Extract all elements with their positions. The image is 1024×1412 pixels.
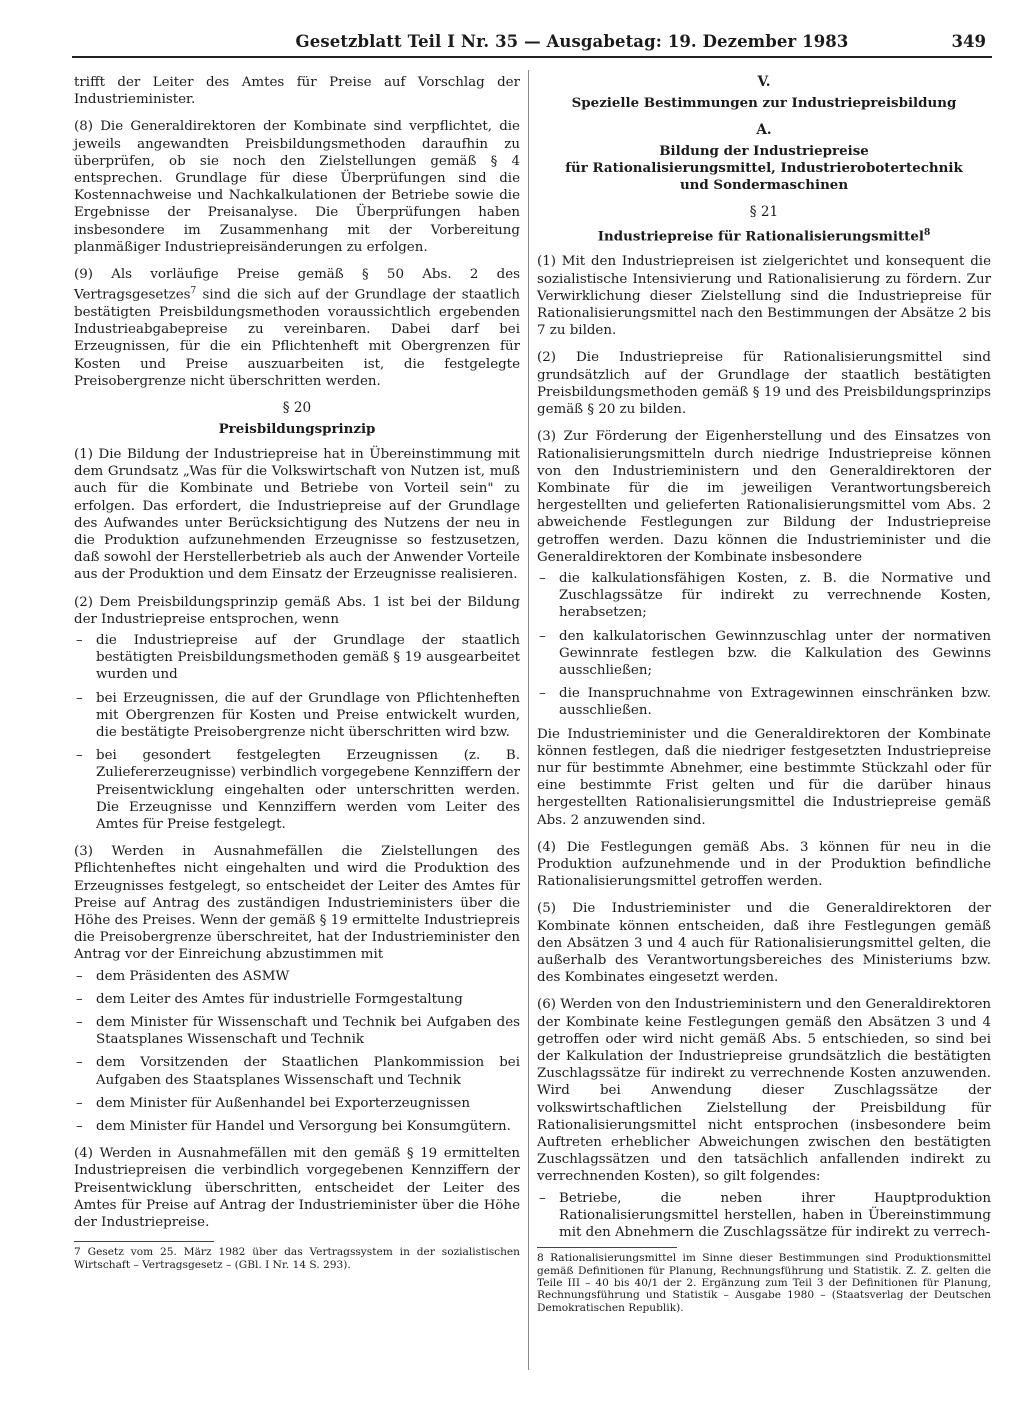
section-21-paragraph-3-tail: Die Industrieminister und die Generaldirektoren der Kombinate können festlegen, daß die niedriger festgesetzten Industriepreise nur für bestimmte Abnehmer, eine bestimmte Stückzahl oder für eine bestimmte Frist gelten und für die darüber hinaus hergestellten Rationalisierungsmittel die Industriepreise gemäß Abs. 2 anzuwenden sind. <box>537 726 991 828</box>
footnote-8: 8 Rationalisierungsmittel im Sinne dieser Bestimmungen sind Produktionsmittel gemäß Definitionen für Planung, Rechnungsführung und Statistik. Z. Z. gelten die Teile III – 40 bis 40/1 der 2. Ergänzung zum Teil 3 der Definitionen für Planung, Rechnungsführung und Statistik – Ausgabe 1980 – (Staatsverlag der Deutschen Demokratischen Republik). <box>537 1252 991 1314</box>
paragraph-intro: trifft der Leiter des Amtes für Preise auf Vorschlag der Industrieminister. <box>74 75 520 108</box>
list-item: – dem Präsidenten des ASMW <box>74 968 520 985</box>
section-20-list-3 <box>74 968 520 1136</box>
section-21-title-text: Industriepreise für Rationalisierungsmittel <box>597 228 924 245</box>
section-21-list-3 <box>537 570 991 720</box>
section-20-list-2 <box>74 632 520 833</box>
list-item: – die kalkulationsfähigen Kosten, z. B. die Normative und Zuschlagssätze für indirekt zu verrechnende Kosten, herabsetzen; <box>537 570 991 622</box>
section-21-paragraph-6: (6) Werden von den Industrieministern und den Generaldirektoren der Kombinate keine Festlegungen gemäß den Absätzen 3 und 4 getroffen oder wird nicht gemäß Abs. 5 entschieden, so sind bei der Kalkulation der Industriepreise grundsätzlich die bestätigten Zuschlagssätze für indirekt zu verrechnende Kosten anzuwenden. Wird bei Anwendung dieser Zuschlagssätze der volkswirtschaftlichen Zielstellung der Preisbildung für Rationalisierungsmittel nicht entsprochen (insbesondere beim Auftreten erheblicher Abweichungen zwischen den bestätigten Zuschlagssätzen und den tatsächlich anfallenden indirekt zu verrechnenden Kosten), so gilt folgendes: <box>537 997 991 1185</box>
list-item: – die Industriepreise auf der Grundlage der staatlich bestätigten Preisbildungsmethoden gemäß § 19 ausgearbeitet wurden und <box>74 632 520 684</box>
section-21-paragraph-1: (1) Mit den Industriepreisen ist zielgerichtet und konsequent die sozialistische Intensivierung und Rationalisierung zu fördern. Zur Verwirklichung dieser Zielstellung sind die Industriepreise für Rationalisierungsmittel nach den Bestimmungen der Absätze 2 bis 7 zu bilden. <box>537 254 991 339</box>
section-20-paragraph-2: (2) Dem Preisbildungsprinzip gemäß Abs. 1 ist bei der Bildung der Industriepreise entsprochen, wenn <box>74 594 520 627</box>
part-heading: V. <box>757 74 771 90</box>
subpart-title-line-1: Bildung der Industriepreise <box>659 143 869 159</box>
list-item: – Betriebe, die neben ihrer Hauptproduktion Rationalisierungsmittel herstellen, haben in Übereinstimmung mit den Abnehmern die Zuschlagssätze für indirekt zu verrech- <box>537 1190 991 1242</box>
paragraph-9-text-a: (9) Als vorläufige Preise gemäß § 50 Abs. 2 des Vertragsgesetzes <box>74 267 520 303</box>
footnote-ref-8: 8 <box>923 228 931 238</box>
section-21-title <box>537 225 991 245</box>
part-title: Spezielle Bestimmungen zur Industriepreisbildung <box>571 95 957 111</box>
subpart-title-line-3: und Sondermaschinen <box>679 177 849 193</box>
section-21-heading: § 21 <box>749 204 779 220</box>
list-item: – den kalkulatorischen Gewinnzuschlag unter der normativen Gewinnrate festlegen bzw. die Kalkulation des Gewinns ausschließen; <box>537 628 991 680</box>
subpart-heading: A. <box>756 122 772 138</box>
footnote-ref-7: 7 <box>190 286 197 297</box>
paragraph-9-text-b: sind die sich auf der Grundlage der staatlich bestätigten Preisbildungsmethoden voraussichtlich ergebenden Industrieabgabepreise zu vereinbaren. Dabei darf bei Erzeugnissen, für die ein Pflichtenheft mit Obergrenzen für Kosten und Preise auszuarbeiten ist, die festgelegte Preisobergrenze nicht überschritten werden. <box>74 287 520 389</box>
page-header <box>72 30 992 58</box>
section-21-list-6 <box>537 1190 991 1242</box>
list-item: – bei gesondert festgelegten Erzeugnissen (z. B. Zuliefererzeugnisse) verbindlich vorgegebene Kennziffern der Preisentwicklung eingehalten oder unterschritten werden. Die Erzeugnisse und Kennziffern werden vom Leiter des Amtes für Preise festgelegt. <box>74 747 520 833</box>
header-title: Gesetzblatt Teil I Nr. 35 — Ausgabetag: 19. Dezember 1983 <box>295 32 849 51</box>
list-item: – dem Vorsitzenden der Staatlichen Plankommission bei Aufgaben des Staatsplanes Wissenschaft und Technik <box>74 1054 520 1088</box>
section-20-title: Preisbildungsprinzip <box>218 420 376 437</box>
section-21-paragraph-4: (4) Die Festlegungen gemäß Abs. 3 können für neu in die Produktion aufzunehmende und in der Produktion befindliche Rationalisierungsmittel getroffen werden. <box>537 839 991 890</box>
section-20-heading: § 20 <box>282 399 312 416</box>
list-item: – dem Leiter des Amtes für industrielle Formgestaltung <box>74 991 520 1008</box>
list-item: – dem Minister für Wissenschaft und Technik bei Aufgaben des Staatsplanes Wissenschaft und Technik <box>74 1014 520 1048</box>
footnote-7: 7 Gesetz vom 25. März 1982 über das Vertragssystem in der sozialistischen Wirtschaft – Vertragsgesetz – (GBl. I Nr. 14 S. 293). <box>74 1246 520 1271</box>
section-21-paragraph-2: (2) Die Industriepreise für Rationalisierungsmittel sind grundsätzlich auf der Grundlage der staatlich bestätigten Preisbildungsmethoden gemäß § 19 und des Preisbildungsprinzips gemäß § 20 zu bilden. <box>537 350 991 418</box>
list-item: – bei Erzeugnissen, die auf der Grundlage von Pflichtenheften mit Obergrenzen für Kosten und Preise entwickelt wurden, die bestätigte Preisobergrenze nicht überschritten wird bzw. <box>74 690 520 742</box>
right-column <box>537 74 991 1314</box>
page-number: 349 <box>951 32 986 51</box>
list-item: – dem Minister für Handel und Versorgung bei Konsumgütern. <box>74 1118 520 1135</box>
left-column <box>74 74 520 1271</box>
section-20-paragraph-1: (1) Die Bildung der Industriepreise hat in Übereinstimmung mit dem Grundsatz „Was für die Volkswirtschaft von Nutzen ist, muß auch für die Kombinate und Betriebe von Vorteil sein" zu erfolgen. Das erfordert, die Industriepreise auf der Grundlage des Aufwandes unter Berücksichtigung des Nutzens der neu in die Produktion aufzunehmenden Erzeugnisse so festzusetzen, daß sowohl der Herstellerbetrieb als auch der Anwender Vorteile aus der Produktion und dem Einsatz der Erzeugnisse realisieren. <box>74 446 520 583</box>
section-21-paragraph-3: (3) Zur Förderung der Eigenherstellung und des Einsatzes von Rationalisierungsmitteln durch niedrige Industriepreise können von den Industrieministern und den Generaldirektoren der Kombinate für die im jeweiligen Verantwortungsbereich hergestellten und gelieferten Rationalisierungsmittel vom Abs. 2 abweichende Festlegungen zur Bildung der Industriepreise getroffen werden. Dazu können die Industrieminister und die Generaldirektoren der Kombinate insbesondere <box>537 429 991 565</box>
footnote-rule <box>74 1241 214 1242</box>
section-20-paragraph-3: (3) Werden in Ausnahmefällen die Zielstellungen des Pflichtenheftes nicht eingehalten und wird die Produktion des Erzeugnisses festgelegt, so entscheidet der Leiter des Amtes für Preise auf Antrag des zuständigen Industrieministers über die Höhe des Preises. Wenn der gemäß § 19 ermittelte Industriepreis die Preisobergrenze überschreitet, hat der Industrieminister den Antrag vor der Einreichung abzustimmen mit <box>74 844 520 963</box>
footnote-rule <box>537 1247 677 1248</box>
list-item: – dem Minister für Außenhandel bei Exporterzeugnissen <box>74 1095 520 1112</box>
subpart-title-line-2: für Rationalisierungsmittel, Industrierobotertechnik <box>565 160 963 176</box>
paragraph-9 <box>74 266 520 390</box>
section-21-paragraph-5: (5) Die Industrieminister und die Generaldirektoren der Kombinate können entscheiden, daß ihre Festlegungen gemäß den Absätzen 3 und 4 auch für Rationalisierungsmittel gelten, die außerhalb des Verantwortungsbereiches des Ministeriums bzw. des Kombinates eingesetzt werden. <box>537 901 991 986</box>
column-divider <box>528 70 529 1370</box>
list-item: – die Inanspruchnahme von Extragewinnen einschränken bzw. ausschließen. <box>537 685 991 719</box>
section-20-paragraph-4: (4) Werden in Ausnahmefällen mit den gemäß § 19 ermittelten Industriepreisen die verbindlich vorgegebenen Kennziffern der Preisentwicklung überschritten, entscheidet der Leiter des Amtes für Preise auf Antrag der Industrieminister über die Höhe der Industriepreise. <box>74 1146 520 1231</box>
paragraph-8: (8) Die Generaldirektoren der Kombinate sind verpflichtet, die jeweils angewandten Preisbildungsmethoden daraufhin zu überprüfen, ob sie noch den Zielstellungen gemäß § 4 entsprechen. Grundlage für diese Überprüfungen sind die Kostennachweise und Nachkalkulationen der Betriebe sowie die Ergebnisse der Preisanalyse. Die Überprüfungen haben insbesondere im Zusammenhang mit der Vorbereitung planmäßiger Industriepreisänderungen zu erfolgen. <box>74 119 520 255</box>
